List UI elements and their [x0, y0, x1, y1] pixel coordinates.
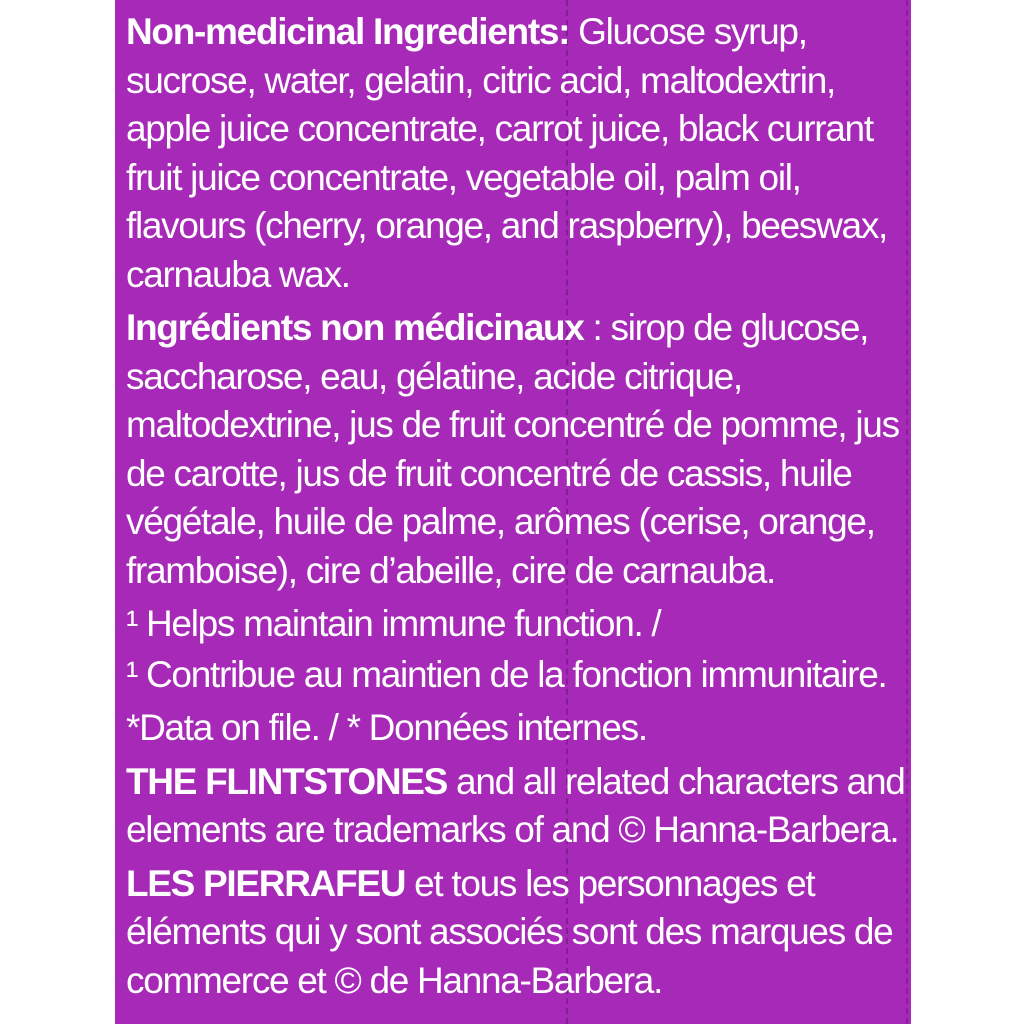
panel-edge-line — [906, 0, 908, 1024]
trademark-english-heading: THE FLINTSTONES — [126, 760, 448, 802]
english-ingredients-body: Glucose syrup, sucrose, water, gelatin, citric acid, maltodextrin, apple juice concentrate, carrot juice, black currant fruit juice concentrate, vegetable oil, palm oil, flavours (cherry, orange, and raspberry), beeswax, carnauba wax. — [126, 11, 888, 295]
trademark-english — [126, 758, 906, 855]
trademark-french-heading: LES PIERRAFEU — [126, 862, 406, 904]
french-ingredients — [126, 304, 906, 595]
label-text — [126, 8, 906, 1010]
footnote-english: ¹ Helps maintain immune function. / — [126, 603, 661, 644]
trademark-french-body: et tous les personnages et éléments qui y sont associés sont des marques de commerce et © de Hanna-Barbera. — [126, 862, 893, 1001]
french-ingredients-heading: Ingrédients non médicinaux — [126, 307, 584, 348]
footnote-french: ¹ Contribue au maintien de la fonction immunitaire. — [126, 653, 887, 695]
french-ingredients-body: : sirop de glucose, saccharose, eau, gélatine, acide citrique, maltodextrine, jus de fruit concentré de pomme, jus de carotte, jus de fruit concentré de cassis, huile végétale, huile de palme, arômes (cerise, orange, framboise), cire d’abeille, cire de carnauba. — [126, 307, 899, 591]
data-on-file-note: *Data on file. / * Données internes. — [126, 707, 647, 748]
label-panel — [115, 0, 911, 1024]
english-ingredients-heading: Non-medicinal Ingredients: — [126, 11, 570, 52]
english-ingredients — [126, 8, 906, 299]
trademark-french — [126, 860, 906, 1006]
trademark-english-body: and all related characters and elements are trademarks of and © Hanna-Barbera. — [126, 760, 905, 850]
